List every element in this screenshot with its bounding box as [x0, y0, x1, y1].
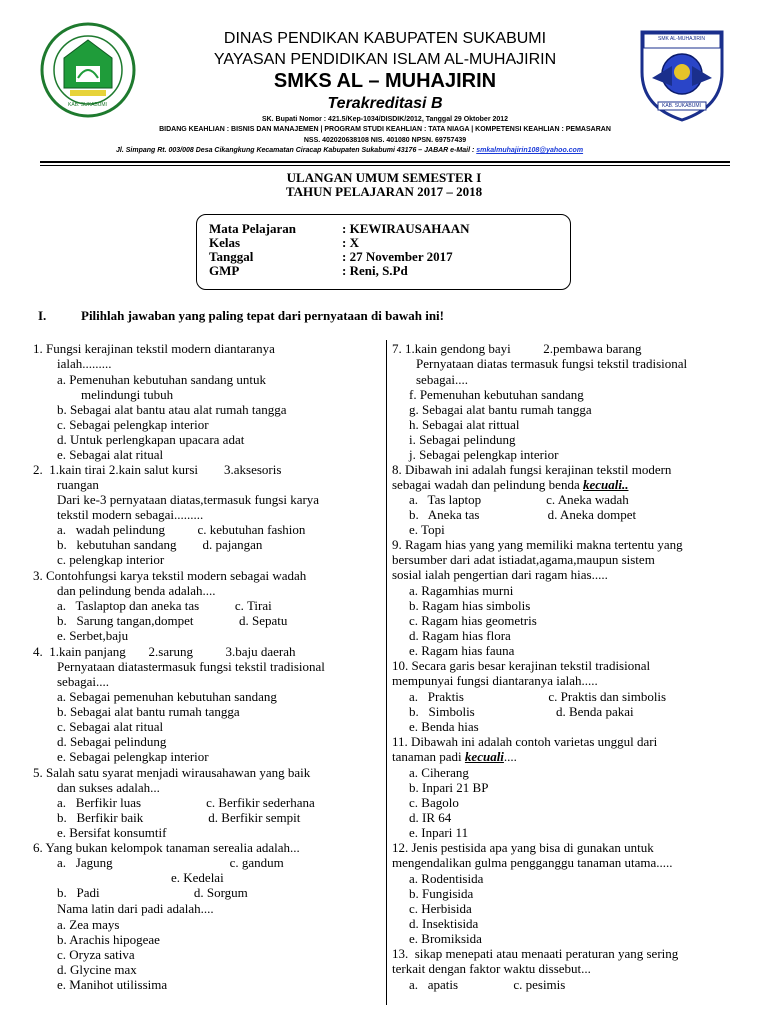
- q1-option-e: e. Sebagai alat ritual: [57, 447, 164, 462]
- q11-option-a: a. Ciherang: [409, 765, 469, 780]
- q9-option-a: a. Ragamhias murni: [409, 583, 514, 598]
- q3-text: 3. Contohfungsi karya tekstil modern sebagai wadah: [33, 568, 307, 583]
- q9-text: 9. Ragam hias yang yang memiliki makna tertentu yang: [392, 537, 683, 552]
- q3-option-e: e. Serbet,baju: [57, 628, 129, 643]
- agency-name: DINAS PENDIKAN KABUPATEN SUKABUMI: [223, 30, 547, 47]
- left-school-logo: [40, 22, 136, 118]
- q9-option-d: d. Ragam hias flora: [409, 628, 511, 643]
- foundation-name: YAYASAN PENDIDIKAN ISLAM AL-MUHAJIRIN: [213, 51, 557, 68]
- q12-option-c: c. Herbisida: [409, 901, 472, 916]
- decree-line: SK. Bupati Nomor : 421.5/Kep-1034/DISDIK/2012, Tanggal 29 Oktober 2012: [261, 116, 509, 123]
- q6b-option-a: a. Zea mays: [57, 917, 120, 932]
- q2-option-e: c. pelengkap interior: [57, 552, 165, 567]
- q11-kecuali: kecuali: [464, 749, 504, 764]
- meta-class-value: : X: [342, 235, 359, 250]
- q8-text: 8. Dibawah ini adalah fungsi kerajinan tekstil modern: [392, 462, 672, 477]
- q7-option-h: h. Sebagai alat rittual: [409, 417, 520, 432]
- q2-options-bd: b. kebutuhan sandang d. pajangan: [57, 537, 263, 552]
- left-logo-caption: KAB. SUKABUMI: [68, 102, 107, 108]
- meta-subject-value: : KEWIRAUSAHAAN: [342, 221, 470, 236]
- q6b-option-d: d. Glycine max: [57, 962, 137, 977]
- q11-option-c: c. Bagolo: [409, 795, 459, 810]
- q2-text: 2. 1.kain tirai 2.kain salut kursi 3.aksesoris: [33, 462, 282, 477]
- q12-option-e: e. Bromiksida: [409, 931, 482, 946]
- q10-text-cont: mempunyai fungsi diantaranya ialah.....: [392, 673, 598, 688]
- q6b-option-c: c. Oryza sativa: [57, 947, 135, 962]
- q4-option-c: c. Sebagai alat ritual: [57, 719, 164, 734]
- q9-option-b: b. Ragam hias simbolis: [409, 598, 531, 613]
- right-logo-bottom: KAB. SUKABUMI: [662, 103, 701, 109]
- q4-option-e: e. Sebagai pelengkap interior: [57, 749, 209, 764]
- q9-option-e: e. Ragam hias fauna: [409, 643, 515, 658]
- q7-text: 7. 1.kain gendong bayi 2.pembawa barang: [392, 341, 642, 356]
- q7-option-g: g. Sebagai alat bantu rumah tangga: [409, 402, 592, 417]
- q10-text: 10. Secara garis besar kerajinan tekstil tradisional: [392, 658, 651, 673]
- q3-options-bd: b. Sarung tangan,dompet d. Sepatu: [57, 613, 288, 628]
- q2-text-cont: ruangan: [57, 477, 99, 492]
- q9-option-c: c. Ragam hias geometris: [409, 613, 537, 628]
- q5-text-cont: dan sukses adalah...: [57, 780, 160, 795]
- q4-option-b: b. Sebagai alat bantu rumah tangga: [57, 704, 240, 719]
- q7-option-f: f. Pemenuhan kebutuhan sandang: [409, 387, 584, 402]
- q11-option-b: b. Inpari 21 BP: [409, 780, 489, 795]
- column-divider: [386, 340, 387, 1005]
- q5-options-bd: b. Berfikir baik d. Berfikir sempit: [57, 810, 301, 825]
- q4-stem-cont: sebagai....: [57, 674, 109, 689]
- q5-options-ac: a. Berfikir luas c. Berfikir sederhana: [57, 795, 315, 810]
- q2-stem-cont: tekstil modern sebagai.........: [57, 507, 204, 522]
- q12-option-d: d. Insektisida: [409, 916, 479, 931]
- right-school-logo: [632, 22, 732, 124]
- q9-text-cont2: sosial ialah pengertian dari ragam hias.....: [392, 567, 608, 582]
- q6-option-e: e. Kedelai: [171, 870, 224, 885]
- instruction: Pilihlah jawaban yang paling tepat dari pernyataan di bawah ini!: [81, 308, 444, 323]
- q1-option-c: c. Sebagai pelengkap interior: [57, 417, 209, 432]
- address-line: [116, 147, 583, 154]
- q4-option-d: d. Sebagai pelindung: [57, 734, 167, 749]
- q4-stem: Pernyataan diatastermasuk fungsi tekstil tradisional: [57, 659, 325, 674]
- email-link[interactable]: smkalmuhajirin108@yahoo.com: [476, 147, 584, 154]
- q12-text-cont: mengendalikan gulma pengganggu tanaman utama.....: [392, 855, 673, 870]
- q1-option-b: b. Sebagai alat bantu atau alat rumah tangga: [57, 402, 287, 417]
- q11-text-cont: [392, 749, 517, 764]
- q3-options-ac: a. Taslaptop dan aneka tas c. Tirai: [57, 598, 272, 613]
- q11-text: 11. Dibawah ini adalah contoh varietas unggul dari: [392, 734, 658, 749]
- q6-options-bd: b. Padi d. Sorgum: [57, 885, 248, 900]
- q7-option-i: i. Sebagai pelindung: [409, 432, 516, 447]
- q7-option-j: j. Sebagai pelengkap interior: [409, 447, 559, 462]
- field-line: BIDANG KEAHLIAN : BISNIS DAN MANAJEMEN | PROGRAM STUDI KEAHLIAN : TATA NIAGA | KOMPETENSI KEAHLIAN : PEMASARAN: [159, 126, 611, 133]
- q8-text-cont: [392, 477, 628, 492]
- q8-text-cont-plain: sebagai wadah dan pelindung benda: [392, 477, 580, 492]
- q4-option-a: a. Sebagai pemenuhan kebutuhan sandang: [57, 689, 277, 704]
- q8-option-e: e. Topi: [409, 522, 445, 537]
- header-divider: [40, 161, 730, 163]
- q11-text-cont-plain: tanaman padi: [392, 749, 462, 764]
- q6-text: 6. Yang bukan kelompok tanaman serealia adalah...: [33, 840, 300, 855]
- q7-stem: Pernyataan diatas termasuk fungsi tekstil tradisional: [416, 356, 688, 371]
- section-number: I.: [38, 308, 47, 323]
- q1-text-cont: ialah.........: [57, 356, 112, 371]
- q10-options-ac: a. Praktis c. Praktis dan simbolis: [409, 689, 667, 704]
- q6b-option-e: e. Manihot utilissima: [57, 977, 168, 992]
- q8-options-bd: b. Aneka tas d. Aneka dompet: [409, 507, 637, 522]
- q6b-stem: Nama latin dari padi adalah....: [57, 901, 214, 916]
- q1-option-d: d. Untuk perlengkapan upacara adat: [57, 432, 245, 447]
- header-divider-thin: [40, 165, 730, 166]
- q8-options-ac: a. Tas laptop c. Aneka wadah: [409, 492, 629, 507]
- q12-text: 12. Jenis pestisida apa yang bisa di gunakan untuk: [392, 840, 654, 855]
- q11-option-e: e. Inpari 11: [409, 825, 469, 840]
- q5-text: 5. Salah satu syarat menjadi wirausahawan yang baik: [33, 765, 311, 780]
- q12-option-b: b. Fungisida: [409, 886, 474, 901]
- q7-stem-cont: sebagai....: [416, 372, 468, 387]
- q13-text-cont: terkait dengan faktor waktu dissebut...: [392, 961, 591, 976]
- q11-option-d: d. IR 64: [409, 810, 452, 825]
- q6b-option-b: b. Arachis hipogeae: [57, 932, 160, 947]
- meta-subject-label: Mata Pelajaran: [209, 221, 297, 236]
- meta-date-label: Tanggal: [209, 249, 254, 264]
- q4-text: 4. 1.kain panjang 2.sarung 3.baju daerah: [33, 644, 296, 659]
- q1-text: 1. Fungsi kerajinan tekstil modern diantaranya: [33, 341, 275, 356]
- meta-date-value: : 27 November 2017: [342, 249, 453, 264]
- q13-options-ac: a. apatis c. pesimis: [409, 977, 566, 992]
- meta-class-label: Kelas: [209, 235, 241, 250]
- q2-stem: Dari ke-3 pernyataan diatas,termasuk fungsi karya: [57, 492, 320, 507]
- q9-text-cont: bersumber dari adat istiadat,agama,maupun sistem: [392, 552, 655, 567]
- address-text: Jl. Simpang Rt. 003/008 Desa Cikangkung Kecamatan Ciracap Kabupaten Sukabumi 43176 – JABAR e-Mail :: [116, 147, 475, 154]
- q11-ellipsis: ....: [503, 749, 517, 764]
- q10-options-bd: b. Simbolis d. Benda pakai: [409, 704, 634, 719]
- q13-text: 13. sikap menepati atau menaati peraturan yang sering: [392, 946, 679, 961]
- meta-teacher-value: : Reni, S.Pd: [342, 263, 408, 278]
- q2-options-ac: a. wadah pelindung c. kebutuhan fashion: [57, 522, 306, 537]
- q3-text-cont: dan pelindung benda adalah....: [57, 583, 216, 598]
- q1-option-a-cont: melindungi tubuh: [81, 387, 174, 402]
- q1-option-a: a. Pemenuhan kebutuhan sandang untuk: [57, 372, 267, 387]
- exam-year: TAHUN PELAJARAN 2017 – 2018: [285, 184, 483, 199]
- accreditation: Terakreditasi B: [327, 95, 443, 112]
- q8-kecuali: kecuali..: [582, 477, 629, 492]
- exam-title: ULANGAN UMUM SEMESTER I: [286, 170, 482, 185]
- q6-options-ac: a. Jagung c. gandum: [57, 855, 284, 870]
- meta-teacher-label: GMP: [209, 263, 240, 278]
- q10-option-e: e. Benda hias: [409, 719, 479, 734]
- right-logo-caption: SMK AL-MUHAJIRIN: [658, 36, 705, 42]
- school-name: SMKS AL – MUHAJIRIN: [273, 70, 497, 92]
- q5-option-e: e. Bersifat konsumtif: [57, 825, 167, 840]
- q12-option-a: a. Rodentisida: [409, 871, 484, 886]
- nss-line: NSS. 402020638108 NIS. 401080 NPSN. 69757439: [303, 137, 467, 144]
